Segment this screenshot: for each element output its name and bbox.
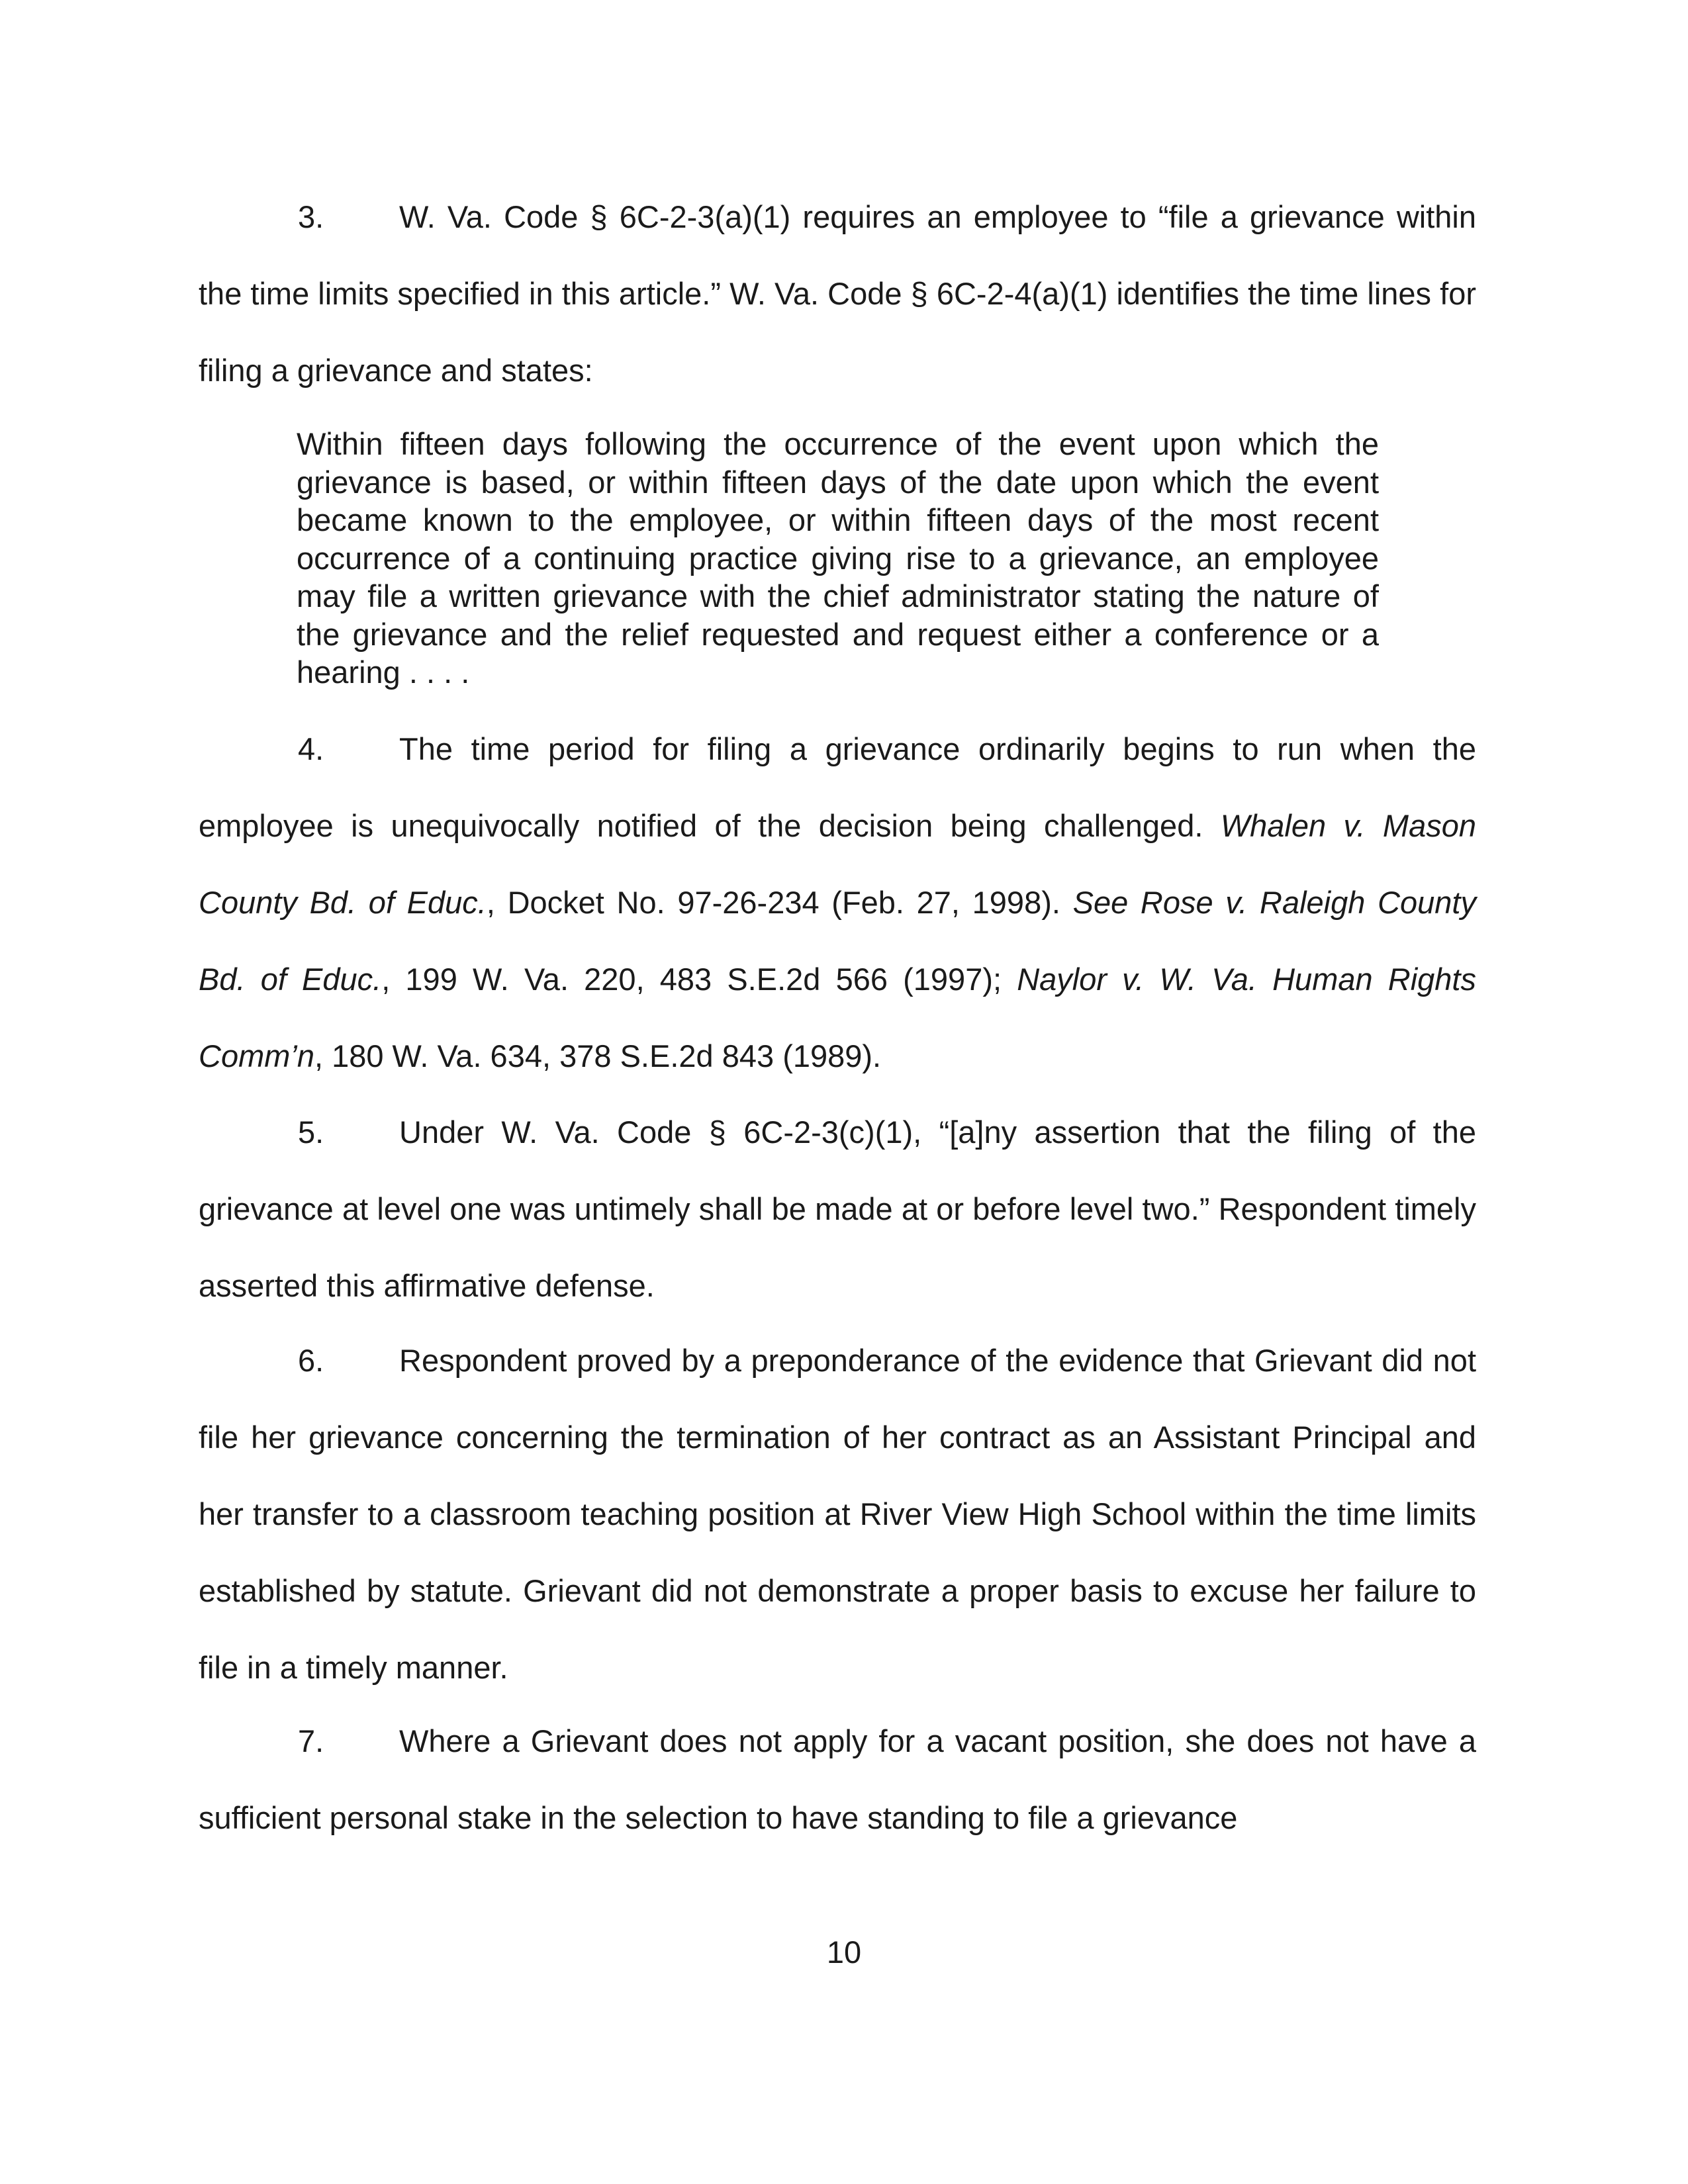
block-quote-text: Within fifteen days following the occurrence of the event upon which the grievance is based, or within fifteen days of the date upon which the event became known to the employee, or within fifteen days of the most recent occurrence of a continuing practice giving rise to a grievance, an employee may file a written grievance with the chief administrator stating the nature of the grievance and the relief requested and request either a conference or a hearing . . . . xyxy=(297,426,1379,690)
paragraph-number: 3. xyxy=(298,199,324,234)
case-citation: Whalen v. Mason County Bd. of Educ. xyxy=(199,808,1476,920)
paragraph-text: , Docket No. 97-26-234 (Feb. 27, 1998). xyxy=(486,885,1073,920)
paragraph-4 xyxy=(199,711,1476,1095)
paragraph-5 xyxy=(199,1094,1476,1324)
paragraph-number: 6. xyxy=(298,1343,324,1378)
block-quote xyxy=(297,425,1379,692)
paragraph-text: Where a Grievant does not apply for a vacant position, she does not have a sufficient personal stake in the selection to have standing to file a grievance xyxy=(199,1723,1476,1835)
paragraph-text: , 180 W. Va. 634, 378 S.E.2d 843 (1989). xyxy=(314,1038,882,1073)
paragraph-text: Under W. Va. Code § 6C-2-3(c)(1), “[a]ny assertion that the filing of the grievance at level one was untimely shall be made at or before level two.” Respondent timely asserted this affirmative defense. xyxy=(199,1115,1476,1303)
paragraph-text: Respondent proved by a preponderance of the evidence that Grievant did not file her grievance concerning the termination of her contract as an Assistant Principal and her transfer to a classroom teaching position at River View High School within the time limits established by statute. Grievant did not demonstrate a proper basis to excuse her failure to file in a timely manner. xyxy=(199,1343,1476,1685)
page-number: 10 xyxy=(826,1934,862,1970)
paragraph-text: W. Va. Code § 6C-2-3(a)(1) requires an employee to “file a grievance within the time limits specified in this article.” W. Va. Code § 6C-2-4(a)(1) identifies the time lines for filing a grievance and states: xyxy=(199,199,1476,388)
case-citation: Naylor v. W. Va. Human Rights Comm’n xyxy=(199,962,1476,1073)
paragraph-number: 5. xyxy=(298,1115,324,1150)
paragraph-number: 4. xyxy=(298,731,324,766)
paragraph-7 xyxy=(199,1703,1476,1856)
paragraph-text: The time period for filing a grievance ordinarily begins to run when the employee is unequivocally notified of the decision being challenged. xyxy=(199,731,1476,843)
paragraph-number: 7. xyxy=(298,1723,324,1758)
paragraph-3 xyxy=(199,179,1476,409)
case-citation: See Rose v. Raleigh County Bd. of Educ. xyxy=(199,885,1476,997)
paragraph-text: , 199 W. Va. 220, 483 S.E.2d 566 (1997); xyxy=(381,962,1017,997)
paragraph-6 xyxy=(199,1322,1476,1706)
